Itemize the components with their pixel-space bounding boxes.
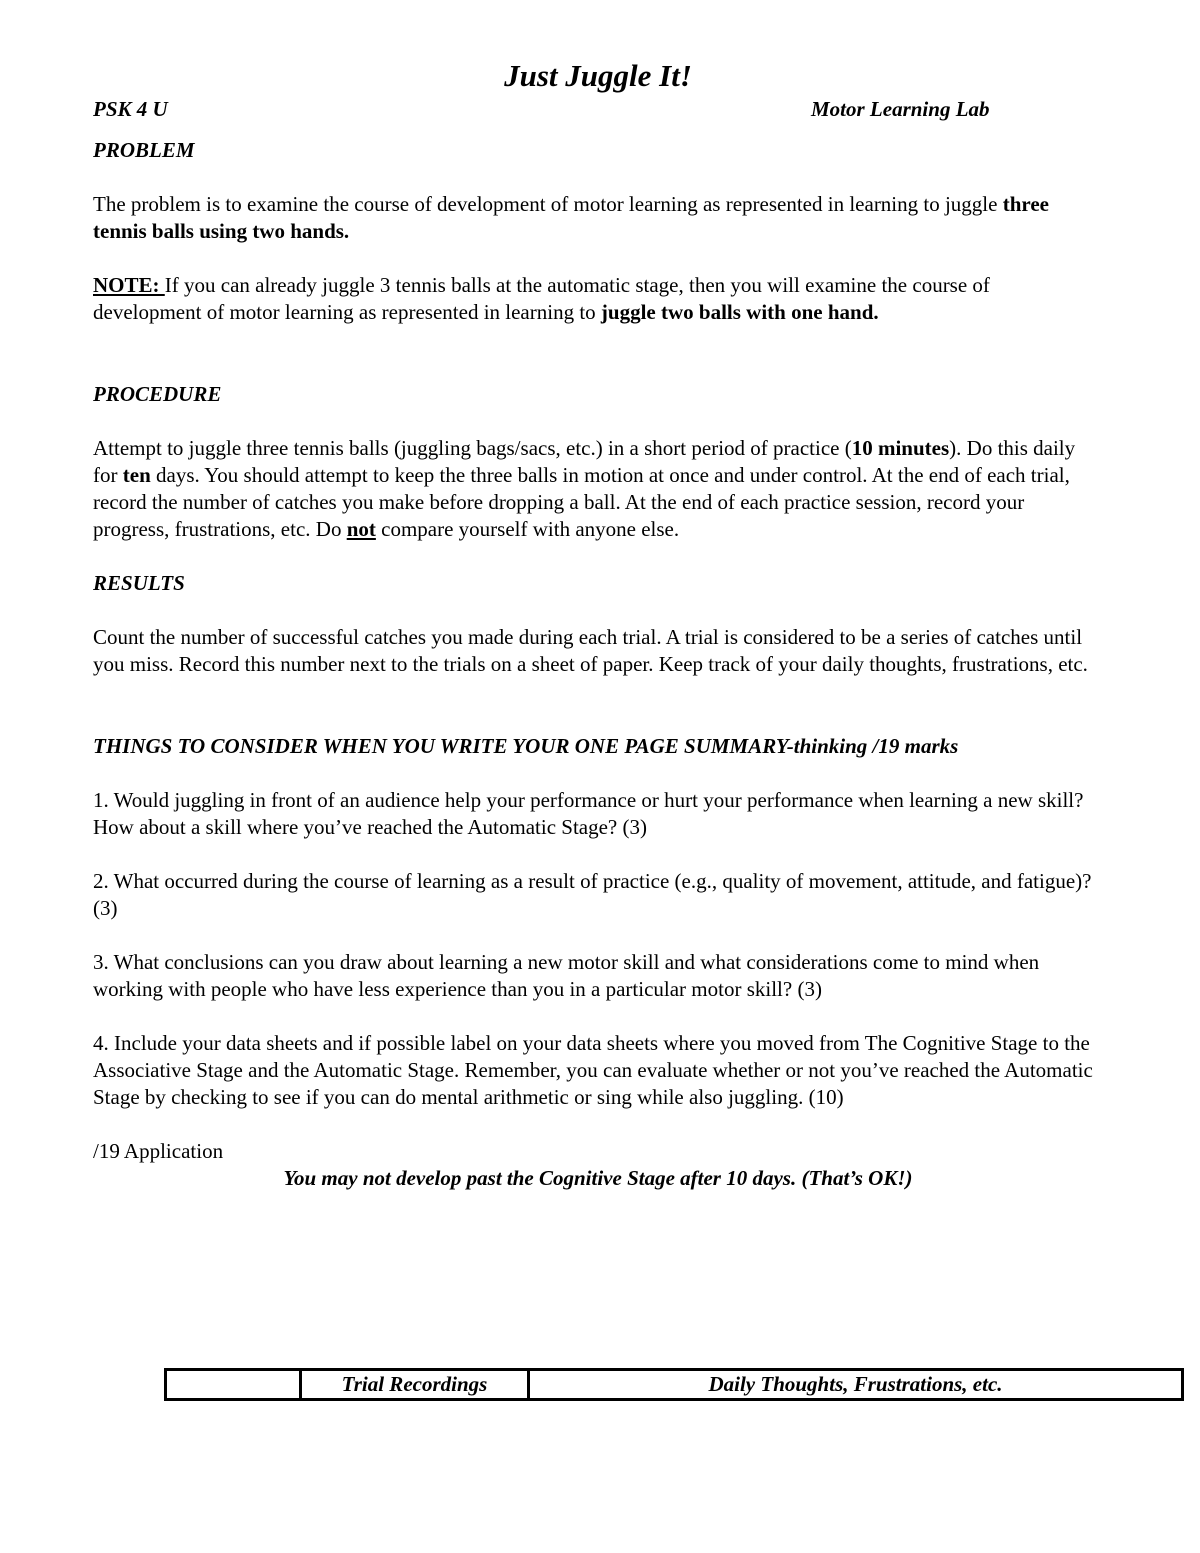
procedure-text-part: ). Do this daily for (93, 436, 1076, 487)
note-bold: juggle two balls with one hand. (600, 300, 879, 324)
trial-recordings-table (164, 1368, 1184, 1401)
consider-heading: THINGS TO CONSIDER WHEN YOU WRITE YOUR ONE PAGE SUMMARY-thinking /19 marks (93, 734, 959, 758)
procedure-bold: 10 minutes (851, 436, 950, 460)
table-row (166, 1370, 1183, 1400)
application-marks: /19 Application (93, 1139, 224, 1163)
problem-text-bold: three tennis balls using two hands. (93, 192, 1049, 243)
table-cell-blank (166, 1370, 301, 1400)
lab-name: Motor Learning Lab (811, 97, 990, 121)
course-code: PSK 4 U (93, 97, 168, 121)
consider-item: 1. Would juggling in front of an audience help your performance or hurt your performance when learning a new skill? How about a skill where you’ve reached the Automatic Stage? (3) (93, 788, 1084, 839)
problem-heading: PROBLEM (93, 138, 195, 162)
procedure-bold: ten (122, 463, 151, 487)
consider-item: 3. What conclusions can you draw about learning a new motor skill and what considerations come to mind when working with people who have less experience than you in a particular motor skill? (3) (93, 950, 1040, 1001)
procedure-heading: PROCEDURE (93, 382, 222, 406)
note-text: If you can already juggle 3 tennis balls at the automatic stage, then you will examine the course of development of motor learning as represented in learning to (93, 273, 990, 324)
consider-item: 4. Include your data sheets and if possible label on your data sheets where you moved from The Cognitive Stage to the Associative Stage and the Automatic Stage. Remember, you can evaluate whether or not you’ve reached the Automatic Stage by checking to see if you can do mental arithmetic or sing while also juggling. (10) (93, 1031, 1093, 1109)
results-heading: RESULTS (93, 571, 185, 595)
closing-note: You may not develop past the Cognitive Stage after 10 days. (That’s OK!) (283, 1166, 913, 1190)
table-header-trial-recordings: Trial Recordings (301, 1370, 529, 1400)
problem-note (93, 272, 1103, 326)
document-subheader (93, 96, 1103, 124)
results-text: Count the number of successful catches you made during each trial. A trial is considered to be a series of catches until you miss. Record this number next to the trials on a sheet of paper. Keep track of your daily thoughts, frustrations, etc. (93, 625, 1088, 676)
procedure-text-part: Attempt to juggle three tennis balls (juggling bags/sacs, etc.) in a short period of practice ( (93, 436, 852, 460)
document-page (93, 56, 1103, 1192)
procedure-text-part: days. You should attempt to keep the three balls in motion at once and under control. At the end of each trial, record the number of catches you make before dropping a ball. At the end of each practice session, record your progress, frustrations, etc. Do (93, 463, 1070, 541)
problem-text-part: The problem is to examine the course of development of motor learning as represented in learning to juggle (93, 192, 1003, 216)
table-header-daily-thoughts: Daily Thoughts, Frustrations, etc. (529, 1370, 1183, 1400)
procedure-text-part: compare yourself with anyone else. (375, 517, 680, 541)
procedure-bold: not (346, 517, 376, 541)
procedure-text (93, 435, 1103, 543)
problem-text (93, 191, 1103, 245)
document-title: Just Juggle It! (504, 58, 692, 93)
note-label: NOTE: (93, 273, 165, 297)
consider-item: 2. What occurred during the course of learning as a result of practice (e.g., quality of movement, attitude, and fatigue)? (3) (93, 869, 1092, 920)
